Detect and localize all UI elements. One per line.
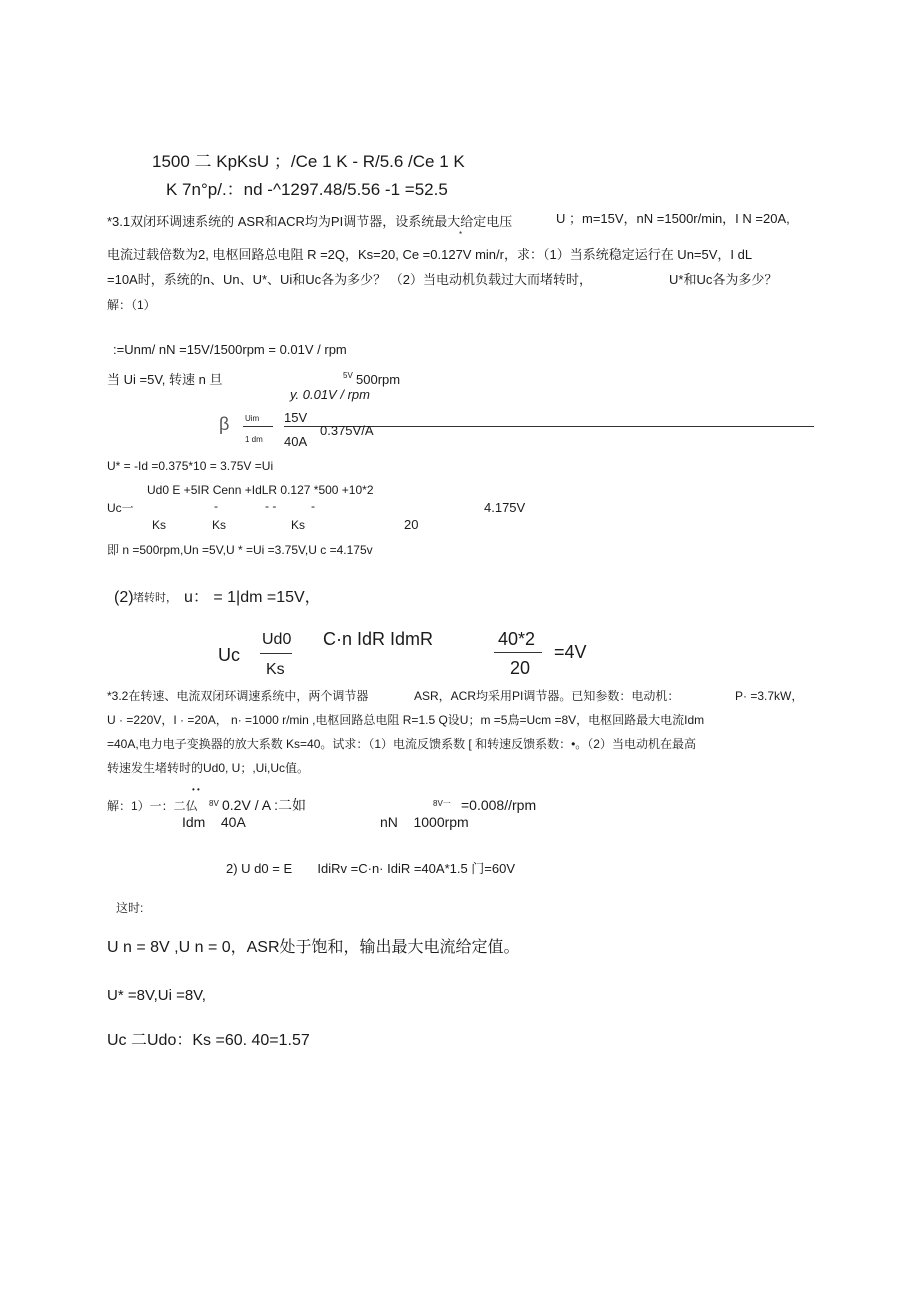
uc-lhs: Uc一 — [107, 501, 134, 515]
ui-8v-line: U* =8V,Ui =8V, — [107, 987, 206, 1004]
ks-denominator: Ks — [212, 518, 227, 532]
uc2-numerator: 40*2 — [498, 629, 536, 649]
solution-3-2-den2: nN 1000rpm — [380, 814, 469, 830]
superscript: 8V — [209, 799, 219, 808]
dots-mark: • • — [192, 785, 200, 794]
solution-3-2-b: 0.2V / A :二如 — [222, 797, 307, 813]
formula-line-2: K 7n°p/.：nd -^1297.48/5.56 -1 =52.5 — [166, 180, 448, 199]
beta-den-left: 1 dm — [245, 435, 263, 444]
problem-3-1-line-2: 电流过载倍数为2, 电枢回路总电阻 R =2Q，Ks=20, Ce =0.127V min/r，求：（1）当系统稳定运行在 Un=5V，I dL — [107, 247, 753, 262]
problem-3-2-line-2: U · =220V，I · =20A， n· =1000 r/min ,电枢回路总电阻 R=1.5 Q设U；m =5鳥=Ucm =8V，电枢回路最大电流Idm — [107, 713, 705, 727]
speed-denominator: y. 0.01V / rpm — [290, 387, 370, 402]
formula-line-1: 1500 二 KpKsU ；/Ce 1 K - R/5.6 /Ce 1 K — [152, 152, 465, 171]
problem-3-1-text-b: U ；m=15V，nN =1500r/min，I N =20A, — [556, 211, 790, 226]
uc-numerator: Ud0 E +5IR Cenn +IdLR 0.127 *500 +10*2 — [147, 483, 374, 497]
problem-3-2-line-4: 转速发生堵转时的Ud0, U；,Ui,Uc值。 — [107, 761, 310, 775]
problem-3-2-line-3: =40A,电力电子变换器的放大系数 Ks=40。试求：（1）电流反馈系数 [ 和转速反馈系数：•。（2）当电动机在最高 — [107, 737, 696, 751]
uc2-fraction-num: Ud0 — [262, 631, 292, 648]
problem-3-2-text-a: *3.2在转速、电流双闭环调速系统中，两个调节器 — [107, 689, 369, 703]
stall-label: 堵转时， — [133, 592, 177, 604]
uc-dash: - - — [265, 499, 277, 513]
solution-label: 解：（1） — [107, 298, 156, 312]
uc2-middle: C·n IdR IdmR — [323, 629, 434, 649]
fraction-bar — [260, 653, 292, 654]
ks-denominator: Ks — [291, 518, 306, 532]
uc-final-line: Uc 二Udo：Ks =60. 40=1.57 — [107, 1032, 310, 1049]
problem-3-2-text-c: P· =3.7kW， — [735, 689, 804, 703]
uc2-denominator: 20 — [510, 658, 531, 678]
beta-result: 0.375V/A — [320, 423, 374, 438]
superscript: 8V一 — [433, 799, 451, 808]
beta-num-left: Uim — [245, 414, 260, 423]
problem-3-1-line-3b: U*和Uc各为多少？ — [669, 272, 778, 287]
uc2-lhs: Uc — [218, 645, 240, 665]
beta-den-right: 40A — [284, 434, 308, 449]
star-mark: * — [459, 230, 463, 239]
solution-3-2-a: 解：1）一：二仏 — [107, 799, 198, 813]
fraction-bar — [494, 652, 542, 653]
uc-dash: - — [311, 499, 315, 513]
uc2-result: =4V — [554, 642, 587, 662]
beta-num-right: 15V — [284, 410, 308, 425]
stall-label: (2) — [114, 589, 134, 606]
solution-3-2-den1: Idm 40A — [182, 814, 246, 830]
ks-value: 20 — [404, 517, 419, 532]
uc-result: 4.175V — [484, 500, 526, 515]
problem-3-2-text-b: ASR，ACR均采用PI调节器。已知参数：电动机： — [414, 689, 680, 703]
fraction-bar — [243, 426, 273, 427]
step-2-equation: 2) U d0 = E IdiRv =C·n· IdiR =40A*1.5 门=60V — [226, 861, 516, 876]
speed-sup: 5V — [343, 371, 353, 380]
ui-equation: U* = -Id =0.375*10 = 3.75V =Ui — [107, 459, 274, 473]
beta-symbol: β — [219, 414, 230, 434]
speed-formula-b: 500rpm — [356, 372, 401, 387]
stall-equation: u： = 1|dm =15V， — [184, 589, 321, 606]
problem-3-1-text-a: *3.1双闭环调速系统的 ASR和ACR均为PI调节器，设系统最大给定电压 — [107, 214, 513, 229]
solution-3-2-c: =0.008//rpm — [461, 797, 537, 813]
problem-3-1-line-3a: =10A时，系统的n、Un、U*、Ui和Uc各为多少？ （2）当电动机负载过大而堵转时， — [107, 272, 593, 287]
speed-formula-a: 当 Ui =5V, 转速 n 旦 — [107, 372, 223, 387]
uc2-fraction-den: Ks — [266, 661, 285, 678]
summary-line: 即 n =500rpm,Un =5V,U * =Ui =3.75V,U c =4.175v — [107, 543, 373, 557]
uc-dash: - — [214, 499, 218, 513]
saturation-line: U n = 8V ,U n = 0，ASR处于饱和，输出最大电流给定值。 — [107, 939, 520, 956]
ks-denominator: Ks — [152, 518, 167, 532]
alpha-formula: :=Unm/ nN =15V/1500rpm = 0.01V / rpm — [113, 342, 347, 357]
now-label: 这时: — [116, 901, 144, 915]
